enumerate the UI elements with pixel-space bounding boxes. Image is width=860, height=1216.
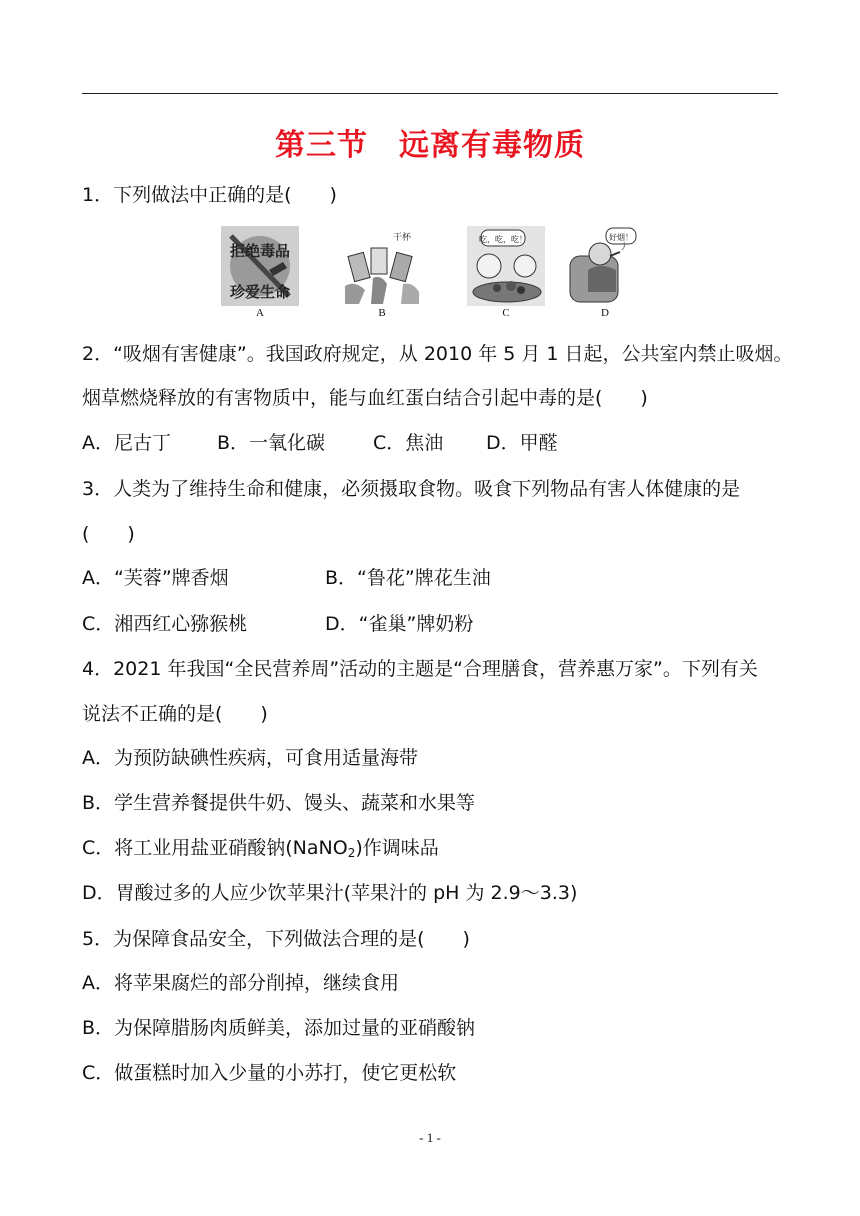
image-a-anti-drug bbox=[221, 226, 299, 306]
image-b-label: 干杯 bbox=[393, 233, 412, 243]
question-4-line-1: 4．2021 年我国“全民营养周”活动的主题是“合理膳食，营养惠万家”。下列有关 bbox=[82, 658, 758, 680]
question-4-option-d: D．胃酸过多的人应少饮苹果汁(苹果汁的 pH 为 2.9～3.3) bbox=[82, 882, 578, 904]
question-3-line-2: ( ) bbox=[82, 523, 135, 545]
image-a-text-top: 拒绝毒品 bbox=[229, 242, 291, 260]
image-d-smoking bbox=[566, 226, 644, 306]
image-b-toasting-drinks bbox=[343, 226, 421, 306]
question-4-option-b: B．学生营养餐提供牛奶、馒头、蔬菜和水果等 bbox=[82, 792, 476, 814]
question-5-option-a: A．将苹果腐烂的部分削掉，继续食用 bbox=[82, 972, 399, 994]
image-c-overeating bbox=[467, 226, 545, 306]
image-c-caption: C bbox=[502, 307, 510, 319]
question-4-option-c-subscript: 2 bbox=[347, 846, 356, 860]
image-d-bubble: 好烟！ bbox=[609, 233, 633, 242]
image-a-caption: A bbox=[256, 307, 264, 319]
question-2-line-2: 烟草燃烧释放的有害物质中，能与血红蛋白结合引起中毒的是( ) bbox=[82, 387, 648, 409]
question-2-option-a: A．尼古丁 bbox=[82, 432, 171, 454]
question-5-option-b: B．为保障腊肠肉质鲜美，添加过量的亚硝酸钠 bbox=[82, 1017, 476, 1039]
question-2-option-b: B．一氧化碳 bbox=[217, 432, 326, 454]
question-4-line-2: 说法不正确的是( ) bbox=[82, 703, 268, 725]
image-b-caption: B bbox=[378, 307, 386, 319]
question-3-line-1: 3．人类为了维持生命和健康，必须摄取食物。吸食下列物品有害人体健康的是 bbox=[82, 478, 741, 500]
question-4-option-c bbox=[82, 835, 439, 866]
question-3-option-a: A．“芙蓉”牌香烟 bbox=[82, 567, 229, 589]
question-5-stem: 5．为保障食品安全，下列做法合理的是( ) bbox=[82, 928, 470, 950]
image-d-caption: D bbox=[601, 307, 609, 319]
question-5-option-c: C．做蛋糕时加入少量的小苏打，使它更松软 bbox=[82, 1062, 457, 1084]
question-4-option-a: A．为预防缺碘性疾病，可食用适量海带 bbox=[82, 747, 418, 769]
question-1-stem: 1．下列做法中正确的是( ) bbox=[82, 184, 337, 206]
question-2-option-d: D．甲醛 bbox=[486, 432, 558, 454]
image-a-text-bottom: 珍爱生命 bbox=[229, 283, 291, 301]
image-c-bubble: 吃，吃，吃！ bbox=[479, 235, 527, 244]
page-number: - 1 - bbox=[419, 1130, 441, 1145]
question-3-option-c: C．湘西红心猕猴桃 bbox=[82, 613, 248, 635]
question-3-option-b: B．“鲁花”牌花生油 bbox=[325, 567, 491, 589]
question-3-option-d: D．“雀巢”牌奶粉 bbox=[325, 613, 474, 635]
question-2-line-1: 2．“吸烟有害健康”。我国政府规定，从 2010 年 5 月 1 日起，公共室内禁止吸烟。 bbox=[82, 343, 793, 365]
question-4-option-c-text: C．将工业用盐亚硝酸钠(NaNO bbox=[82, 837, 348, 859]
question-4-option-c-text-end: )作调味品 bbox=[355, 837, 439, 859]
page-title: 第三节 远离有毒物质 bbox=[275, 128, 585, 163]
question-2-option-c: C．焦油 bbox=[373, 432, 444, 454]
header-rule bbox=[82, 93, 778, 94]
